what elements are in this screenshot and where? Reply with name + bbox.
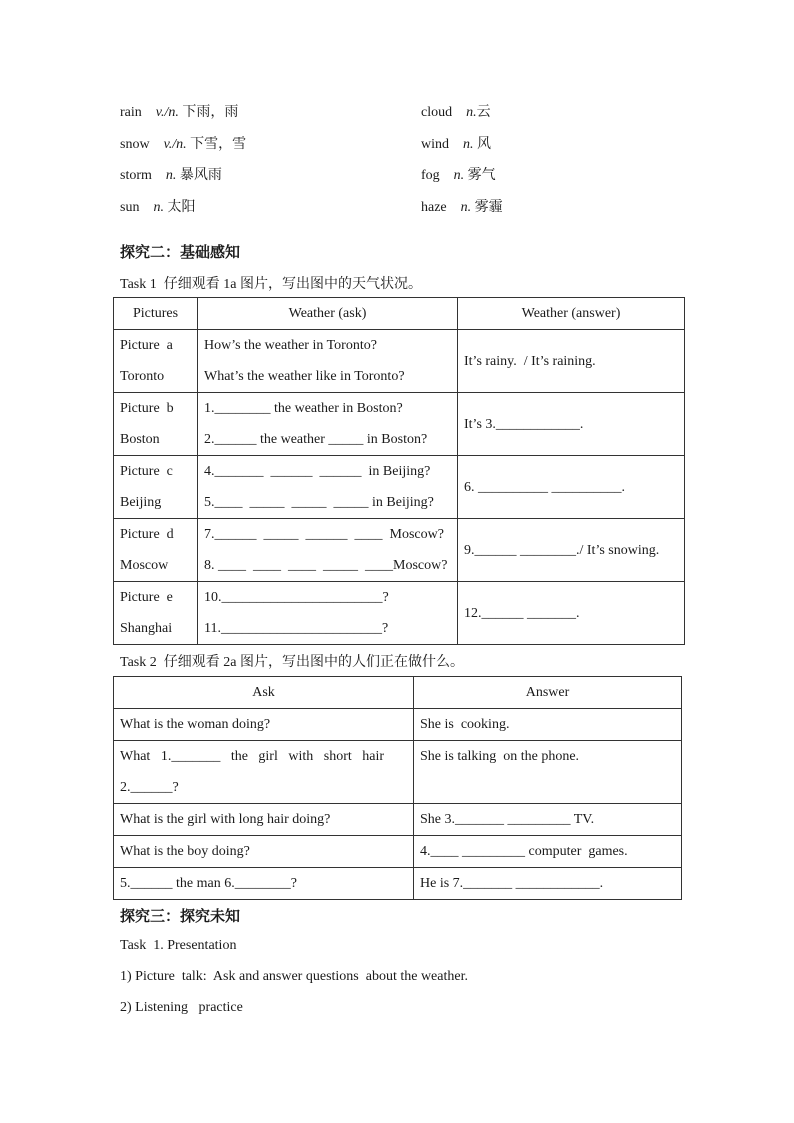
column-header: Answer — [414, 677, 682, 709]
ask-cell: What 1._______ the girl with short hair 2.______? — [114, 741, 414, 804]
table-row — [114, 519, 685, 582]
vocab-word: wind — [421, 137, 449, 152]
table-row — [114, 709, 682, 741]
vocab-word: rain — [120, 105, 142, 120]
vocab-meaning: 暴风雨 — [179, 168, 222, 183]
picture-cell: Picture c Beijing — [114, 456, 198, 519]
picture-cell: Picture d Moscow — [114, 519, 198, 582]
vocab-item — [421, 101, 491, 121]
task-title: Task 2 仔细观看 2a 图片，写出图中的人们正在做什么。 — [120, 655, 464, 670]
column-header: Weather (answer) — [458, 298, 685, 330]
table-row — [114, 836, 682, 868]
vocab-row — [0, 196, 794, 218]
vocab-meaning: 云 — [476, 105, 491, 120]
picture-cell: Picture b Boston — [114, 393, 198, 456]
answer-cell: She is cooking. — [414, 709, 682, 741]
vocab-word: snow — [120, 137, 150, 152]
vocab-meaning: 风 — [477, 137, 491, 152]
vocab-pos: v./n. — [155, 105, 179, 120]
vocab-pos: n. — [463, 137, 474, 152]
vocab-pos: n. — [453, 168, 465, 183]
column-header: Ask — [114, 677, 414, 709]
ask-cell: How’s the weather in Toronto? What’s the weather like in Toronto? — [198, 330, 458, 393]
weather-table — [113, 297, 685, 645]
table-header-row — [114, 677, 682, 709]
ask-cell: 4._______ ______ ______ in Beijing? 5.____ _____ _____ _____ in Beijing? — [198, 456, 458, 519]
table-header-row — [114, 298, 685, 330]
vocab-row — [0, 101, 794, 123]
ask-cell: 7.______ _____ ______ ____ Moscow? 8. ____ ____ ____ _____ ____Moscow? — [198, 519, 458, 582]
vocab-pos: n. — [460, 200, 472, 215]
ask-cell: What is the woman doing? — [114, 709, 414, 741]
list-item: 1) Picture talk: Ask and answer questions about the weather. — [120, 969, 468, 984]
ask-cell: What is the boy doing? — [114, 836, 414, 868]
vocab-item — [120, 133, 246, 153]
vocab-item — [120, 196, 195, 216]
ask-cell: What is the girl with long hair doing? — [114, 804, 414, 836]
column-header: Weather (ask) — [198, 298, 458, 330]
vocab-pos: v./n. — [163, 137, 187, 152]
vocab-meaning: 下雨，雨 — [182, 105, 239, 120]
picture-cell: Picture a Toronto — [114, 330, 198, 393]
list-item: 2) Listening practice — [120, 1000, 243, 1015]
vocab-word: sun — [120, 200, 140, 215]
vocab-meaning: 下雪，雪 — [190, 137, 247, 152]
vocab-item — [421, 196, 503, 216]
vocab-item — [421, 164, 496, 184]
answer-cell: She 3._______ _________ TV. — [414, 804, 682, 836]
vocab-row — [0, 164, 794, 186]
section-heading: 探究三：探究未知 — [120, 907, 241, 925]
answer-cell: 9.______ ________./ It’s snowing. — [458, 519, 685, 582]
task-title: Task 1. Presentation — [120, 938, 237, 953]
table-row — [114, 393, 685, 456]
vocab-item — [120, 164, 222, 184]
answer-cell: 12.______ _______. — [458, 582, 685, 645]
vocab-item — [421, 133, 491, 153]
vocab-word: fog — [421, 168, 440, 183]
table-row — [114, 804, 682, 836]
vocab-word: haze — [421, 200, 447, 215]
answer-cell: She is talking on the phone. — [414, 741, 682, 804]
ask-cell: 10._______________________? 11._______________________? — [198, 582, 458, 645]
table-row — [114, 330, 685, 393]
answer-cell: 4.____ _________ computer games. — [414, 836, 682, 868]
column-header: Pictures — [114, 298, 198, 330]
picture-cell: Picture e Shanghai — [114, 582, 198, 645]
activity-table — [113, 676, 682, 900]
table-row — [114, 582, 685, 645]
table-row — [114, 868, 682, 900]
vocab-meaning: 太阳 — [167, 200, 196, 215]
vocab-meaning: 雾气 — [467, 168, 496, 183]
vocab-pos: n. — [153, 200, 164, 215]
ask-cell: 5.______ the man 6.________? — [114, 868, 414, 900]
section-heading: 探究二：基础感知 — [120, 243, 241, 261]
answer-cell: He is 7._______ ____________. — [414, 868, 682, 900]
vocab-item — [120, 101, 238, 121]
answer-cell: It’s rainy. / It’s raining. — [458, 330, 685, 393]
answer-cell: It’s 3.____________. — [458, 393, 685, 456]
vocab-word: storm — [120, 168, 152, 183]
table-row — [114, 741, 682, 804]
answer-cell: 6. __________ __________. — [458, 456, 685, 519]
vocab-pos: n. — [466, 105, 477, 120]
vocab-pos: n. — [165, 168, 177, 183]
vocab-word: cloud — [421, 105, 453, 120]
task-title: Task 1 仔细观看 1a 图片，写出图中的天气状况。 — [120, 277, 422, 292]
table-row — [114, 456, 685, 519]
vocab-row — [0, 133, 794, 155]
vocab-meaning: 雾霾 — [474, 200, 503, 215]
ask-cell: 1.________ the weather in Boston? 2.______ the weather _____ in Boston? — [198, 393, 458, 456]
